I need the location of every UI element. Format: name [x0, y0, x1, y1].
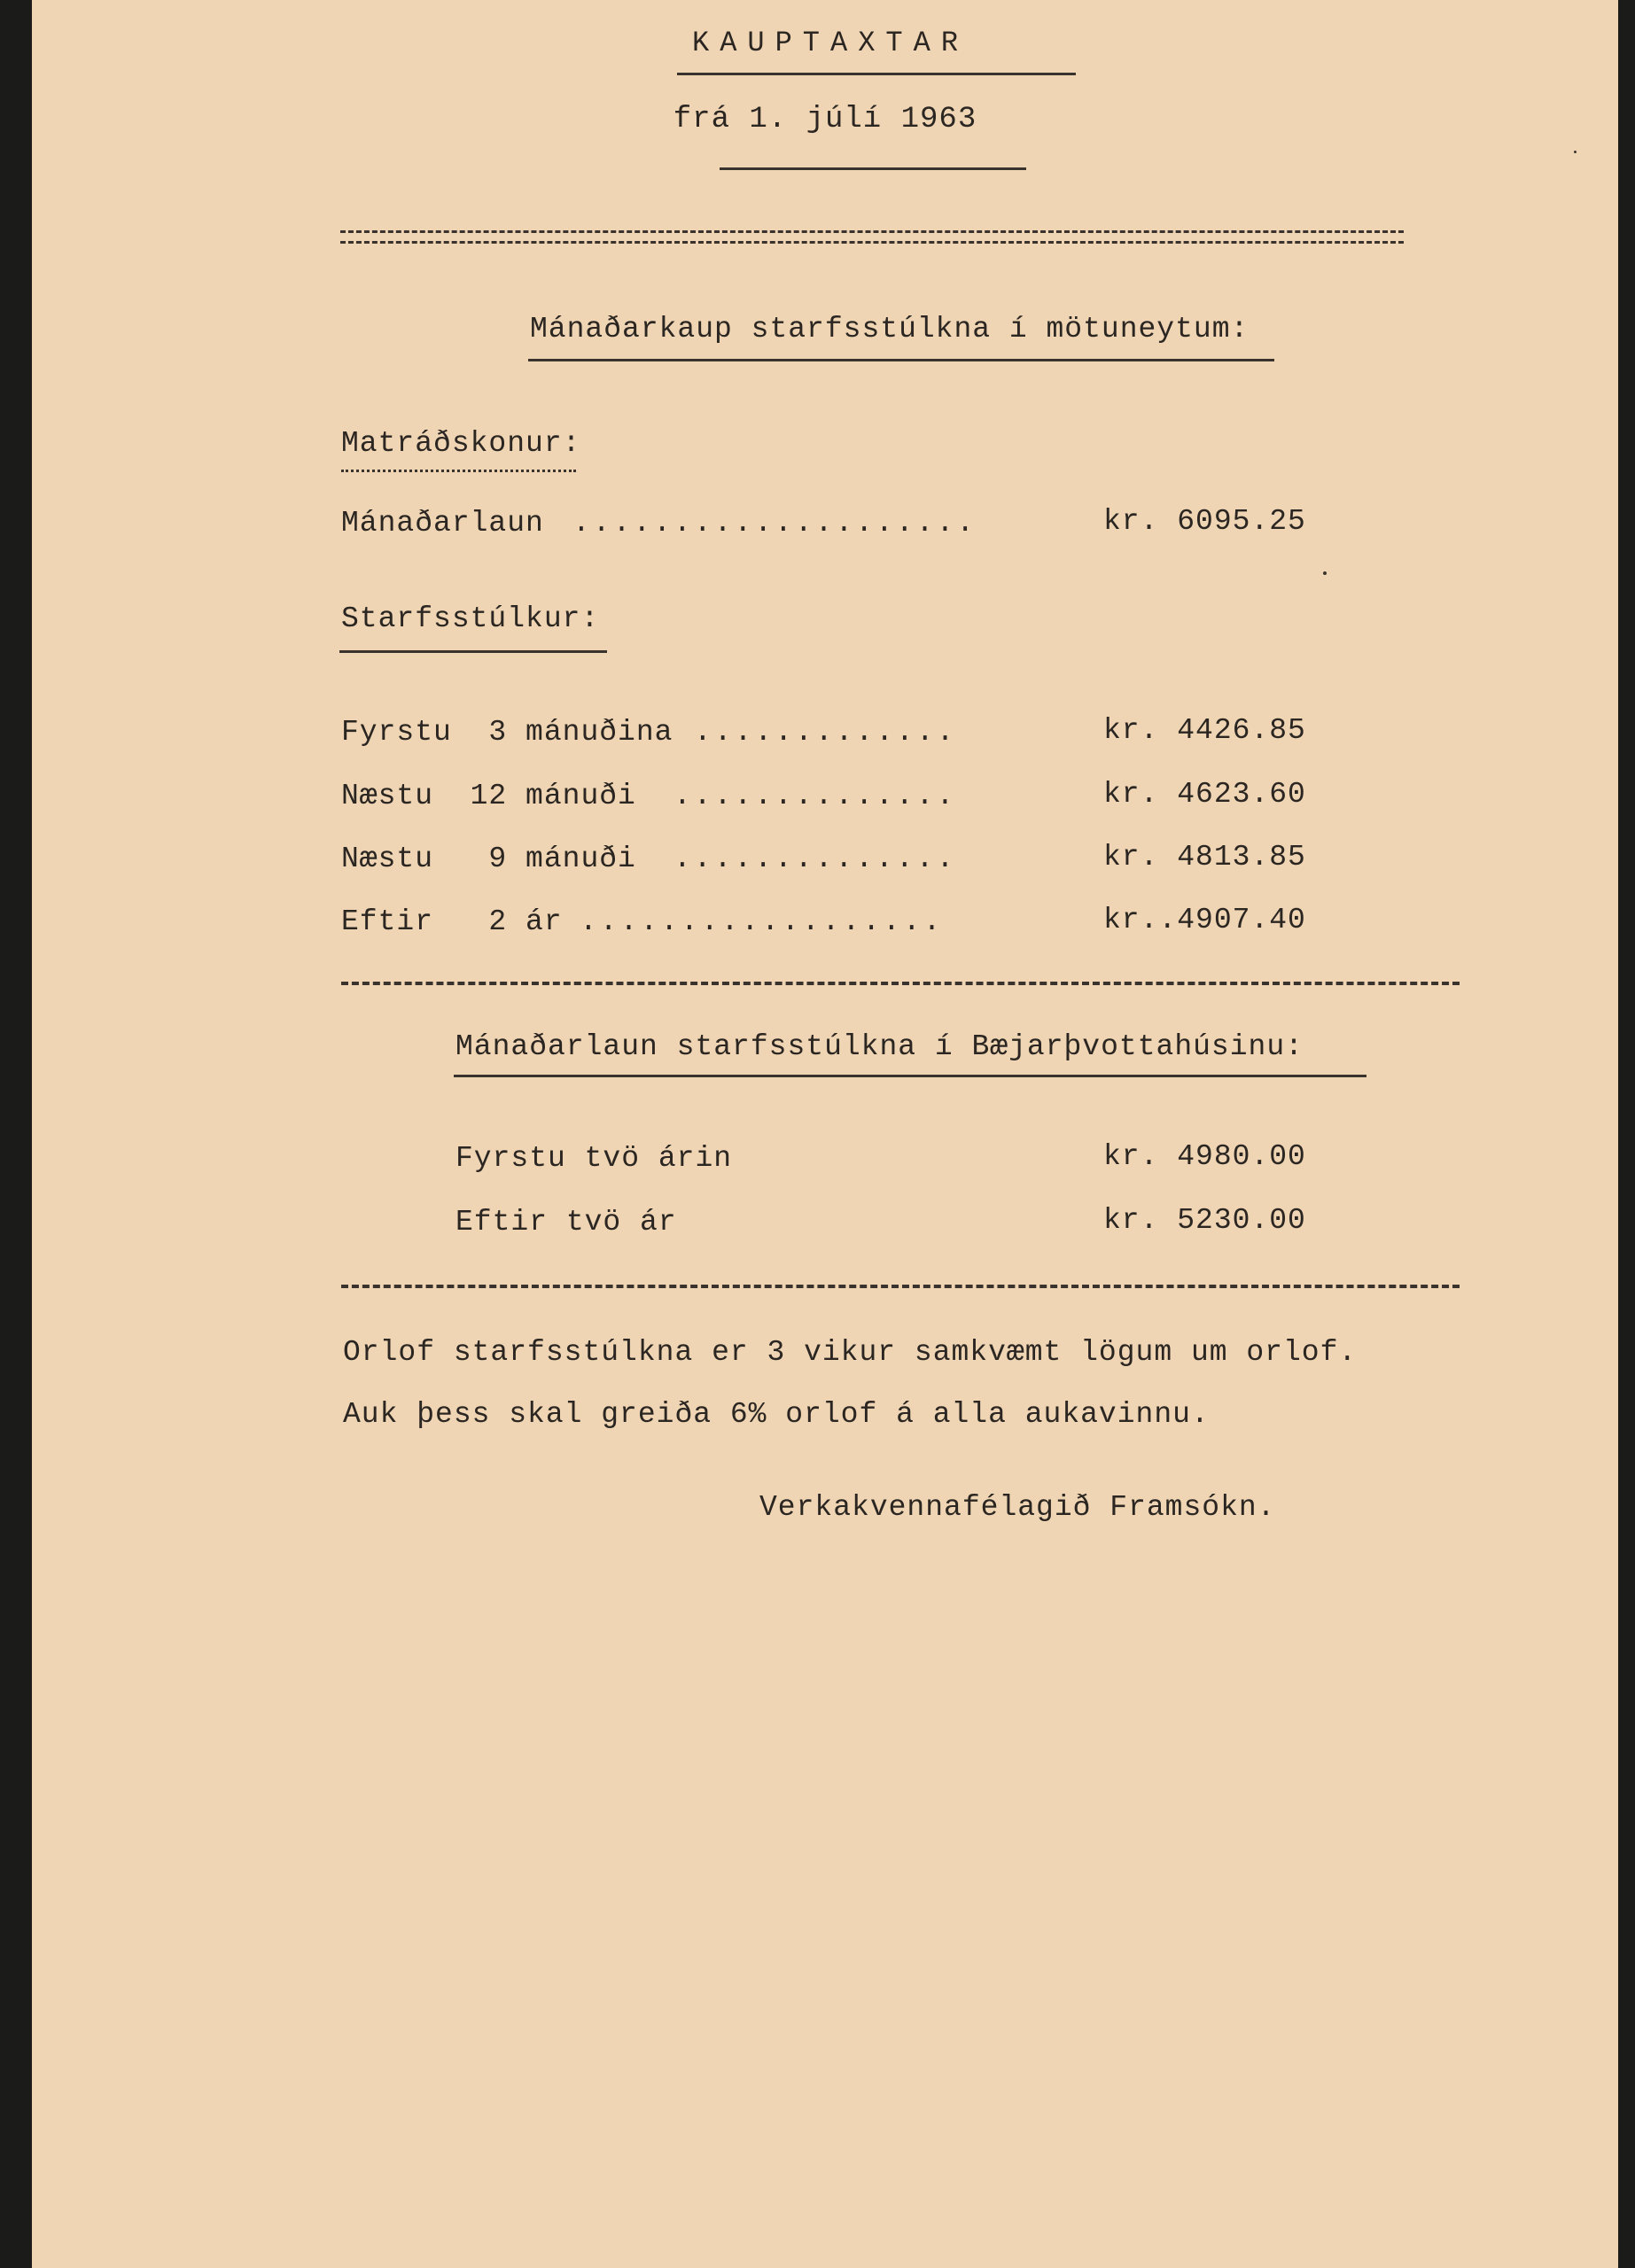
section2-heading-underline: [454, 1075, 1366, 1077]
leader-dots: ..............: [673, 780, 957, 812]
staff-row-label: Næstu 12 mánuði: [341, 780, 636, 812]
section1-heading: Mánaðarkaup starfsstúlkna í mötuneytum:: [530, 313, 1250, 346]
cook-label: Matráðskonur:: [341, 427, 581, 460]
dashed-divider: [341, 982, 1460, 985]
laundry-row-label: Eftir tvö ár: [455, 1206, 677, 1239]
leader-dots: .............: [694, 716, 957, 749]
laundry-row-label: Fyrstu tvö árin: [455, 1142, 733, 1175]
section2-heading: Mánaðarlaun starfsstúlkna í Bæjarþvottahúsinu:: [455, 1030, 1304, 1063]
leader-dots: ..............: [673, 843, 957, 875]
staff-label: Starfsstúlkur:: [341, 602, 600, 635]
overtime-vacation-note: Auk þess skal greiða 6% orlof á alla aukavinnu.: [343, 1398, 1210, 1431]
paper-speck: [1323, 571, 1327, 575]
staff-row-amount: kr. 4813.85: [1103, 841, 1306, 874]
double-dash-divider: [340, 230, 1404, 244]
title-underline: [677, 73, 1076, 75]
document-page: [32, 0, 1618, 2268]
staff-row-amount: kr. 4623.60: [1103, 778, 1306, 811]
cook-label-underline: [341, 470, 576, 472]
laundry-row-amount: kr. 4980.00: [1103, 1140, 1306, 1173]
cook-row-label: Mánaðarlaun: [341, 507, 544, 540]
leader-dots: ....................: [572, 507, 977, 540]
staff-row-label: Fyrstu 3 mánuðina: [341, 716, 673, 749]
dashed-divider: [341, 1285, 1460, 1288]
date-underline: [720, 167, 1026, 170]
staff-row-amount: kr. 4426.85: [1103, 714, 1306, 747]
staff-row-label: Næstu 9 mánuði: [341, 843, 636, 875]
section1-heading-underline: [528, 359, 1274, 361]
paper-speck: [1574, 151, 1577, 153]
signature: Verkakvennafélagið Framsókn.: [759, 1491, 1276, 1524]
laundry-row-amount: kr. 5230.00: [1103, 1204, 1306, 1237]
staff-row-amount: kr..4907.40: [1103, 904, 1306, 936]
staff-row-label: Eftir 2 ár: [341, 905, 563, 938]
leader-dots: ..................: [580, 905, 944, 938]
document-date: frá 1. júlí 1963: [673, 103, 977, 136]
vacation-note: Orlof starfsstúlkna er 3 vikur samkvæmt lögum um orlof.: [343, 1336, 1358, 1369]
document-title: KAUPTAXTAR: [691, 27, 969, 59]
cook-row-amount: kr. 6095.25: [1103, 505, 1306, 538]
staff-label-underline: [339, 650, 607, 653]
